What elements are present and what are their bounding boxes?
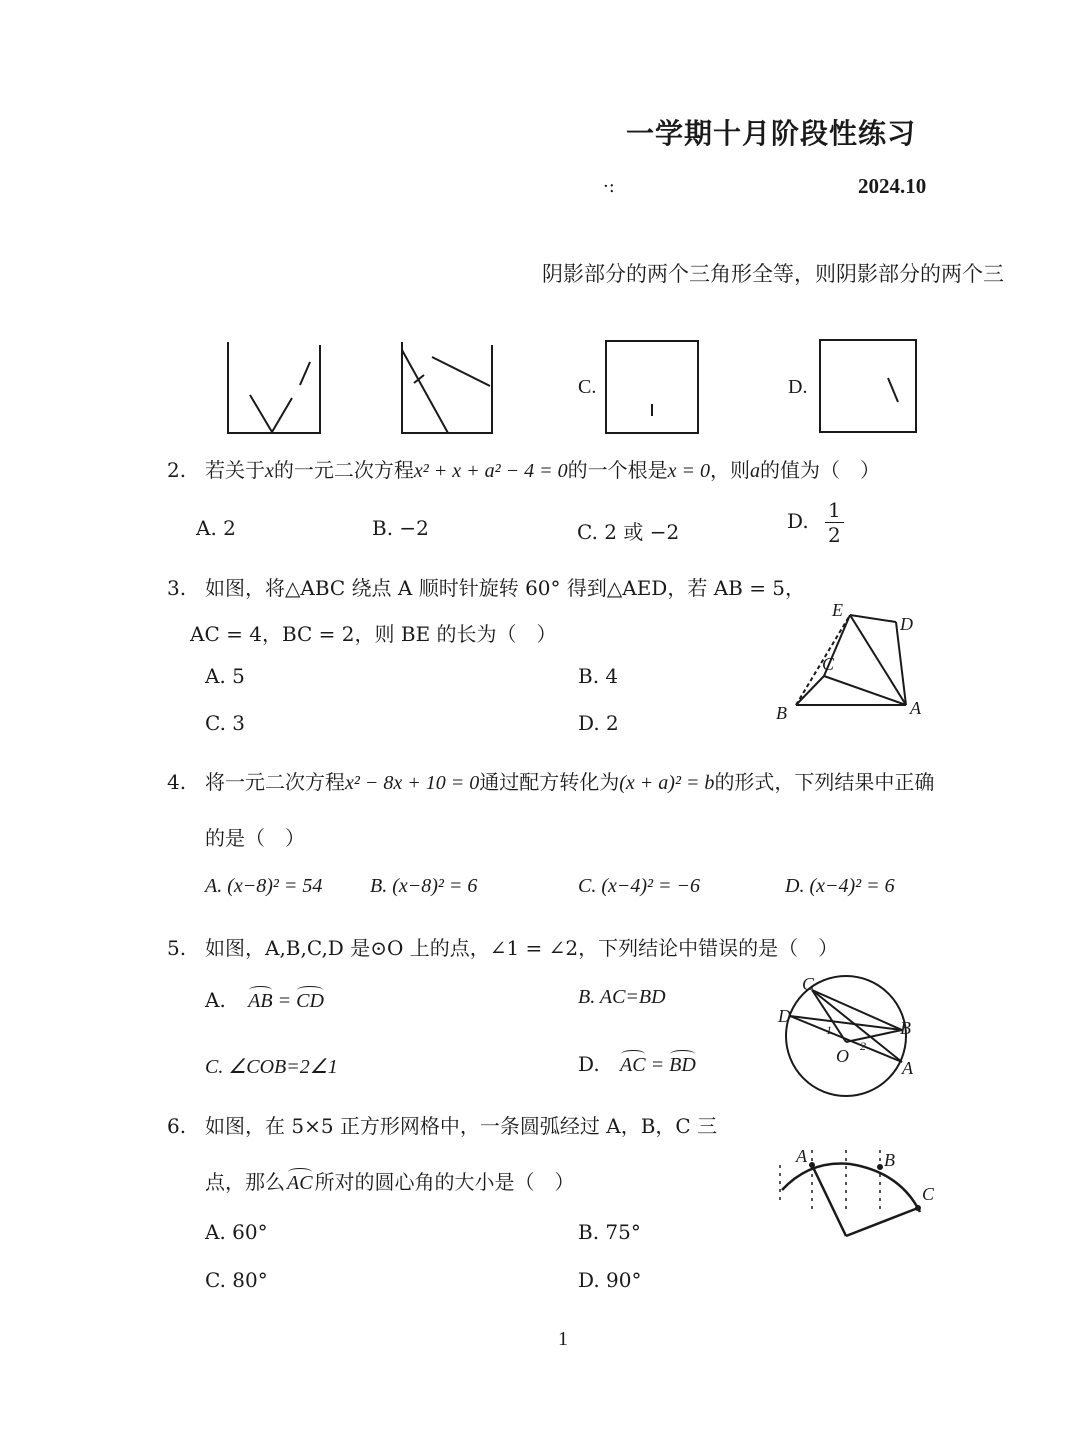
q2-text-b: 的一元二次方程 xyxy=(273,458,414,482)
q2-option-d-label: D. xyxy=(787,509,809,533)
q2-option-a: A. 2 xyxy=(196,516,236,540)
q3-text-line1: 如图，将△ABC 绕点 A 顺时针旋转 60° 得到△AED，若 AB = 5， xyxy=(205,576,806,600)
q4-text-c: 的形式，下列结果中正确 xyxy=(714,770,935,794)
q3-label-e: E xyxy=(832,600,843,620)
q3-option-c: C. 3 xyxy=(205,711,246,735)
arc-ac: AC xyxy=(620,1054,646,1076)
q3-label-c: C xyxy=(822,654,835,674)
q5-option-c: C. ∠COB=2∠1 xyxy=(205,1056,338,1078)
q2-root: x = 0 xyxy=(667,460,710,482)
exam-date: 2024.10 xyxy=(858,174,927,198)
page-title: 一学期十月阶段性练习 xyxy=(626,117,917,150)
q6-label-a: A xyxy=(796,1146,807,1166)
q5-option-a-label: A. xyxy=(205,988,226,1012)
arc-cd: CD xyxy=(296,990,324,1012)
q3-stem-line2: AC = 4，BC = 2，则 BE 的长为（ ） xyxy=(190,622,557,646)
q6-option-c: C. 80° xyxy=(205,1268,268,1292)
q6-number: 6. xyxy=(167,1114,187,1138)
q6-segment-a xyxy=(812,1165,846,1236)
q6-text-line1: 如图，在 5×5 正方形网格中，一条圆弧经过 A，B，C 三 xyxy=(205,1114,718,1138)
q5-option-d-label: D. xyxy=(578,1052,600,1076)
q1-stem-fragment: 阴影部分的两个三角形全等，则阴影部分的两个三 xyxy=(542,262,1004,286)
q6-text-a: 点，那么 xyxy=(205,1170,285,1194)
q4-stem-line2: 的是（ ） xyxy=(205,826,305,850)
q5-label-o: O xyxy=(836,1046,849,1066)
q5-angle-1: 1 xyxy=(826,1023,832,1037)
q6-label-c: C xyxy=(922,1184,935,1204)
q2-number: 2. xyxy=(167,458,187,482)
q1-option-c-label: C. xyxy=(578,376,597,398)
q2-option-c: C. 2 或 −2 xyxy=(577,520,680,544)
q5-label-a: A xyxy=(902,1058,913,1078)
q4-number: 4. xyxy=(167,770,187,794)
q6-arc xyxy=(782,1164,920,1212)
equals-sign: = xyxy=(272,990,297,1012)
q6-option-a: A. 60° xyxy=(205,1220,268,1244)
q6-label-b: B xyxy=(884,1150,895,1170)
arc-ab: AB xyxy=(248,990,273,1012)
q6-option-b: B. 75° xyxy=(578,1220,641,1244)
q2-equation: x² + x + a² − 4 = 0 xyxy=(413,460,568,482)
q3-label-b: B xyxy=(776,703,787,723)
q5-number: 5. xyxy=(167,936,187,960)
q2-text-a: 若关于 xyxy=(205,458,265,482)
q4-option-a: A. (x−8)² = 54 xyxy=(205,875,323,897)
q3-option-a: A. 5 xyxy=(205,664,245,688)
q3-option-d: D. 2 xyxy=(578,711,619,735)
q3-option-b: B. 4 xyxy=(578,664,619,688)
q5-label-c: C xyxy=(802,974,815,994)
q1-option-d-label: D. xyxy=(788,376,808,398)
q2-var-a: a xyxy=(750,460,760,482)
q4-equation: x² − 8x + 10 = 0 xyxy=(345,772,480,794)
q3-label-d: D xyxy=(900,614,913,634)
fraction-numerator: 1 xyxy=(825,500,844,523)
header-smudge: ·: xyxy=(603,176,615,197)
arc-ac: AC xyxy=(287,1172,313,1194)
q2-option-b: B. −2 xyxy=(372,516,429,540)
q6-segment-c xyxy=(846,1208,918,1236)
q5-text: 如图，A,B,C,D 是⊙O 上的点，∠1 = ∠2，下列结论中错误的是（ ） xyxy=(205,936,839,960)
q5-label-b: B xyxy=(900,1018,911,1038)
q6-text-b: 所对的圆心角的大小是（ ） xyxy=(314,1170,575,1194)
q4-option-d: D. (x−4)² = 6 xyxy=(785,875,895,897)
q4-text-b: 通过配方转化为 xyxy=(479,770,620,794)
q4-option-c: C. (x−4)² = −6 xyxy=(578,875,701,897)
fraction-denominator: 2 xyxy=(828,523,841,547)
q4-text-a: 将一元二次方程 xyxy=(205,770,345,794)
q4-form: (x + a)² = b xyxy=(619,772,715,794)
page-number: 1 xyxy=(558,1328,568,1350)
arc-bd: BD xyxy=(669,1054,696,1076)
q6-option-d: D. 90° xyxy=(578,1268,642,1292)
q4-option-b: B. (x−8)² = 6 xyxy=(370,875,478,897)
q2-text-d: ，则 xyxy=(710,458,750,482)
q3-number: 3. xyxy=(167,576,187,600)
q2-text-c: 的一个根是 xyxy=(567,458,668,482)
q5-angle-2: 2 xyxy=(860,1039,866,1053)
q5-option-b: B. AC=BD xyxy=(578,986,666,1008)
q3-label-a: A xyxy=(910,698,921,718)
q2-text-e: 的值为（ ） xyxy=(760,458,880,482)
q5-label-d: D xyxy=(778,1006,791,1026)
equals-sign: = xyxy=(645,1054,670,1076)
q2-var-x: x xyxy=(265,460,274,482)
